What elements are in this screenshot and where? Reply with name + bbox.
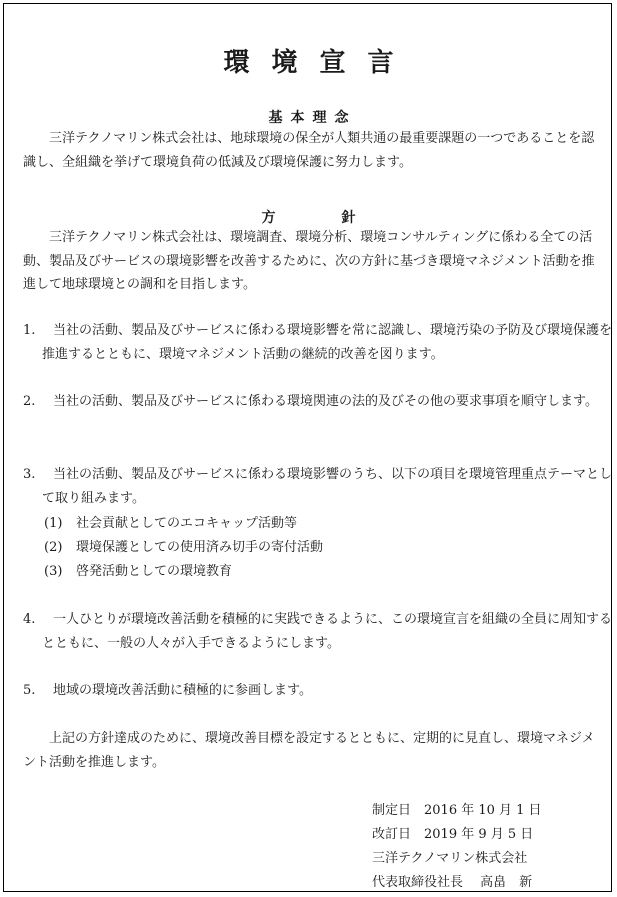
policy-subitem-number: (3) xyxy=(44,564,63,579)
policy-subitem-text: 社会貢献としてのエコキャップ活動等 xyxy=(76,516,298,531)
closing-text: 上記の方針達成のために、環境改善目標を設定するとともに、定期的に見直し、環境マネジメント活動を推進します。 xyxy=(23,731,595,770)
policy-item-4 xyxy=(23,608,616,656)
policy-intro-text: 三洋テクノマリン株式会社は、環境調査、環境分析、環境コンサルティングに係わる全ての活動、製品及びサービスの環境影響を改善するために、次の方針に基づき環境マネジメント活動を推進して地球環境との調和を目指します。 xyxy=(23,230,595,292)
policy-item-number: 2. xyxy=(23,394,36,409)
revised-date: 改訂日 2019 年 9 月 5 日 xyxy=(372,827,534,842)
policy-item-text: 地域の環境改善活動に積極的に参画します。 xyxy=(53,683,312,698)
policy-subitem-1 xyxy=(44,512,297,536)
policy-item-number: 1. xyxy=(23,323,36,338)
basic-principle-heading: 基本理念 xyxy=(268,110,357,126)
policy-item-number: 5. xyxy=(23,683,36,698)
basic-principle-text: 三洋テクノマリン株式会社は、地球環境の保全が人類共通の最重要課題の一つであることを認識し、全組織を挙げて環境負荷の低減及び環境保護に努力します。 xyxy=(23,131,595,170)
policy-item-2 xyxy=(23,390,616,414)
policy-subitem-number: (2) xyxy=(44,540,63,555)
policy-subitem-text: 啓発活動としての環境教育 xyxy=(76,564,233,579)
representative-name: 代表取締役社長 高畠 新 xyxy=(372,875,533,890)
policy-item-number: 4. xyxy=(23,612,36,627)
policy-heading: 方針 xyxy=(261,210,422,226)
policy-item-1 xyxy=(23,319,616,367)
policy-subitem-number: (1) xyxy=(44,516,63,531)
document-frame xyxy=(3,3,612,892)
policy-item-text: 当社の活動、製品及びサービスに係わる環境関連の法的及びその他の要求事項を順守します。 xyxy=(53,394,598,409)
policy-subitem-3 xyxy=(44,560,232,584)
established-date: 制定日 2016 年 10 月 1 日 xyxy=(372,803,542,818)
policy-item-text: 当社の活動、製品及びサービスに係わる環境影響のうち、以下の項目を環境管理重点テーマとして取り組みます。 xyxy=(42,467,613,506)
policy-item-text: 一人ひとりが環境改善活動を積極的に実践できるように、この環境宣言を組織の全員に周知するとともに、一般の人々が入手できるようにします。 xyxy=(42,612,613,651)
page-title: 環境宣言 xyxy=(223,48,416,78)
company-name: 三洋テクノマリン株式会社 xyxy=(372,851,528,866)
policy-item-text: 当社の活動、製品及びサービスに係わる環境影響を常に認識し、環境汚染の予防及び環境保護を推進するとともに、環境マネジメント活動の継続的改善を図ります。 xyxy=(42,323,613,362)
policy-item-3 xyxy=(23,463,616,511)
policy-subitem-2 xyxy=(44,536,323,560)
policy-item-number: 3. xyxy=(23,467,36,482)
policy-item-5 xyxy=(23,679,616,703)
policy-subitem-text: 環境保護としての使用済み切手の寄付活動 xyxy=(76,540,324,555)
